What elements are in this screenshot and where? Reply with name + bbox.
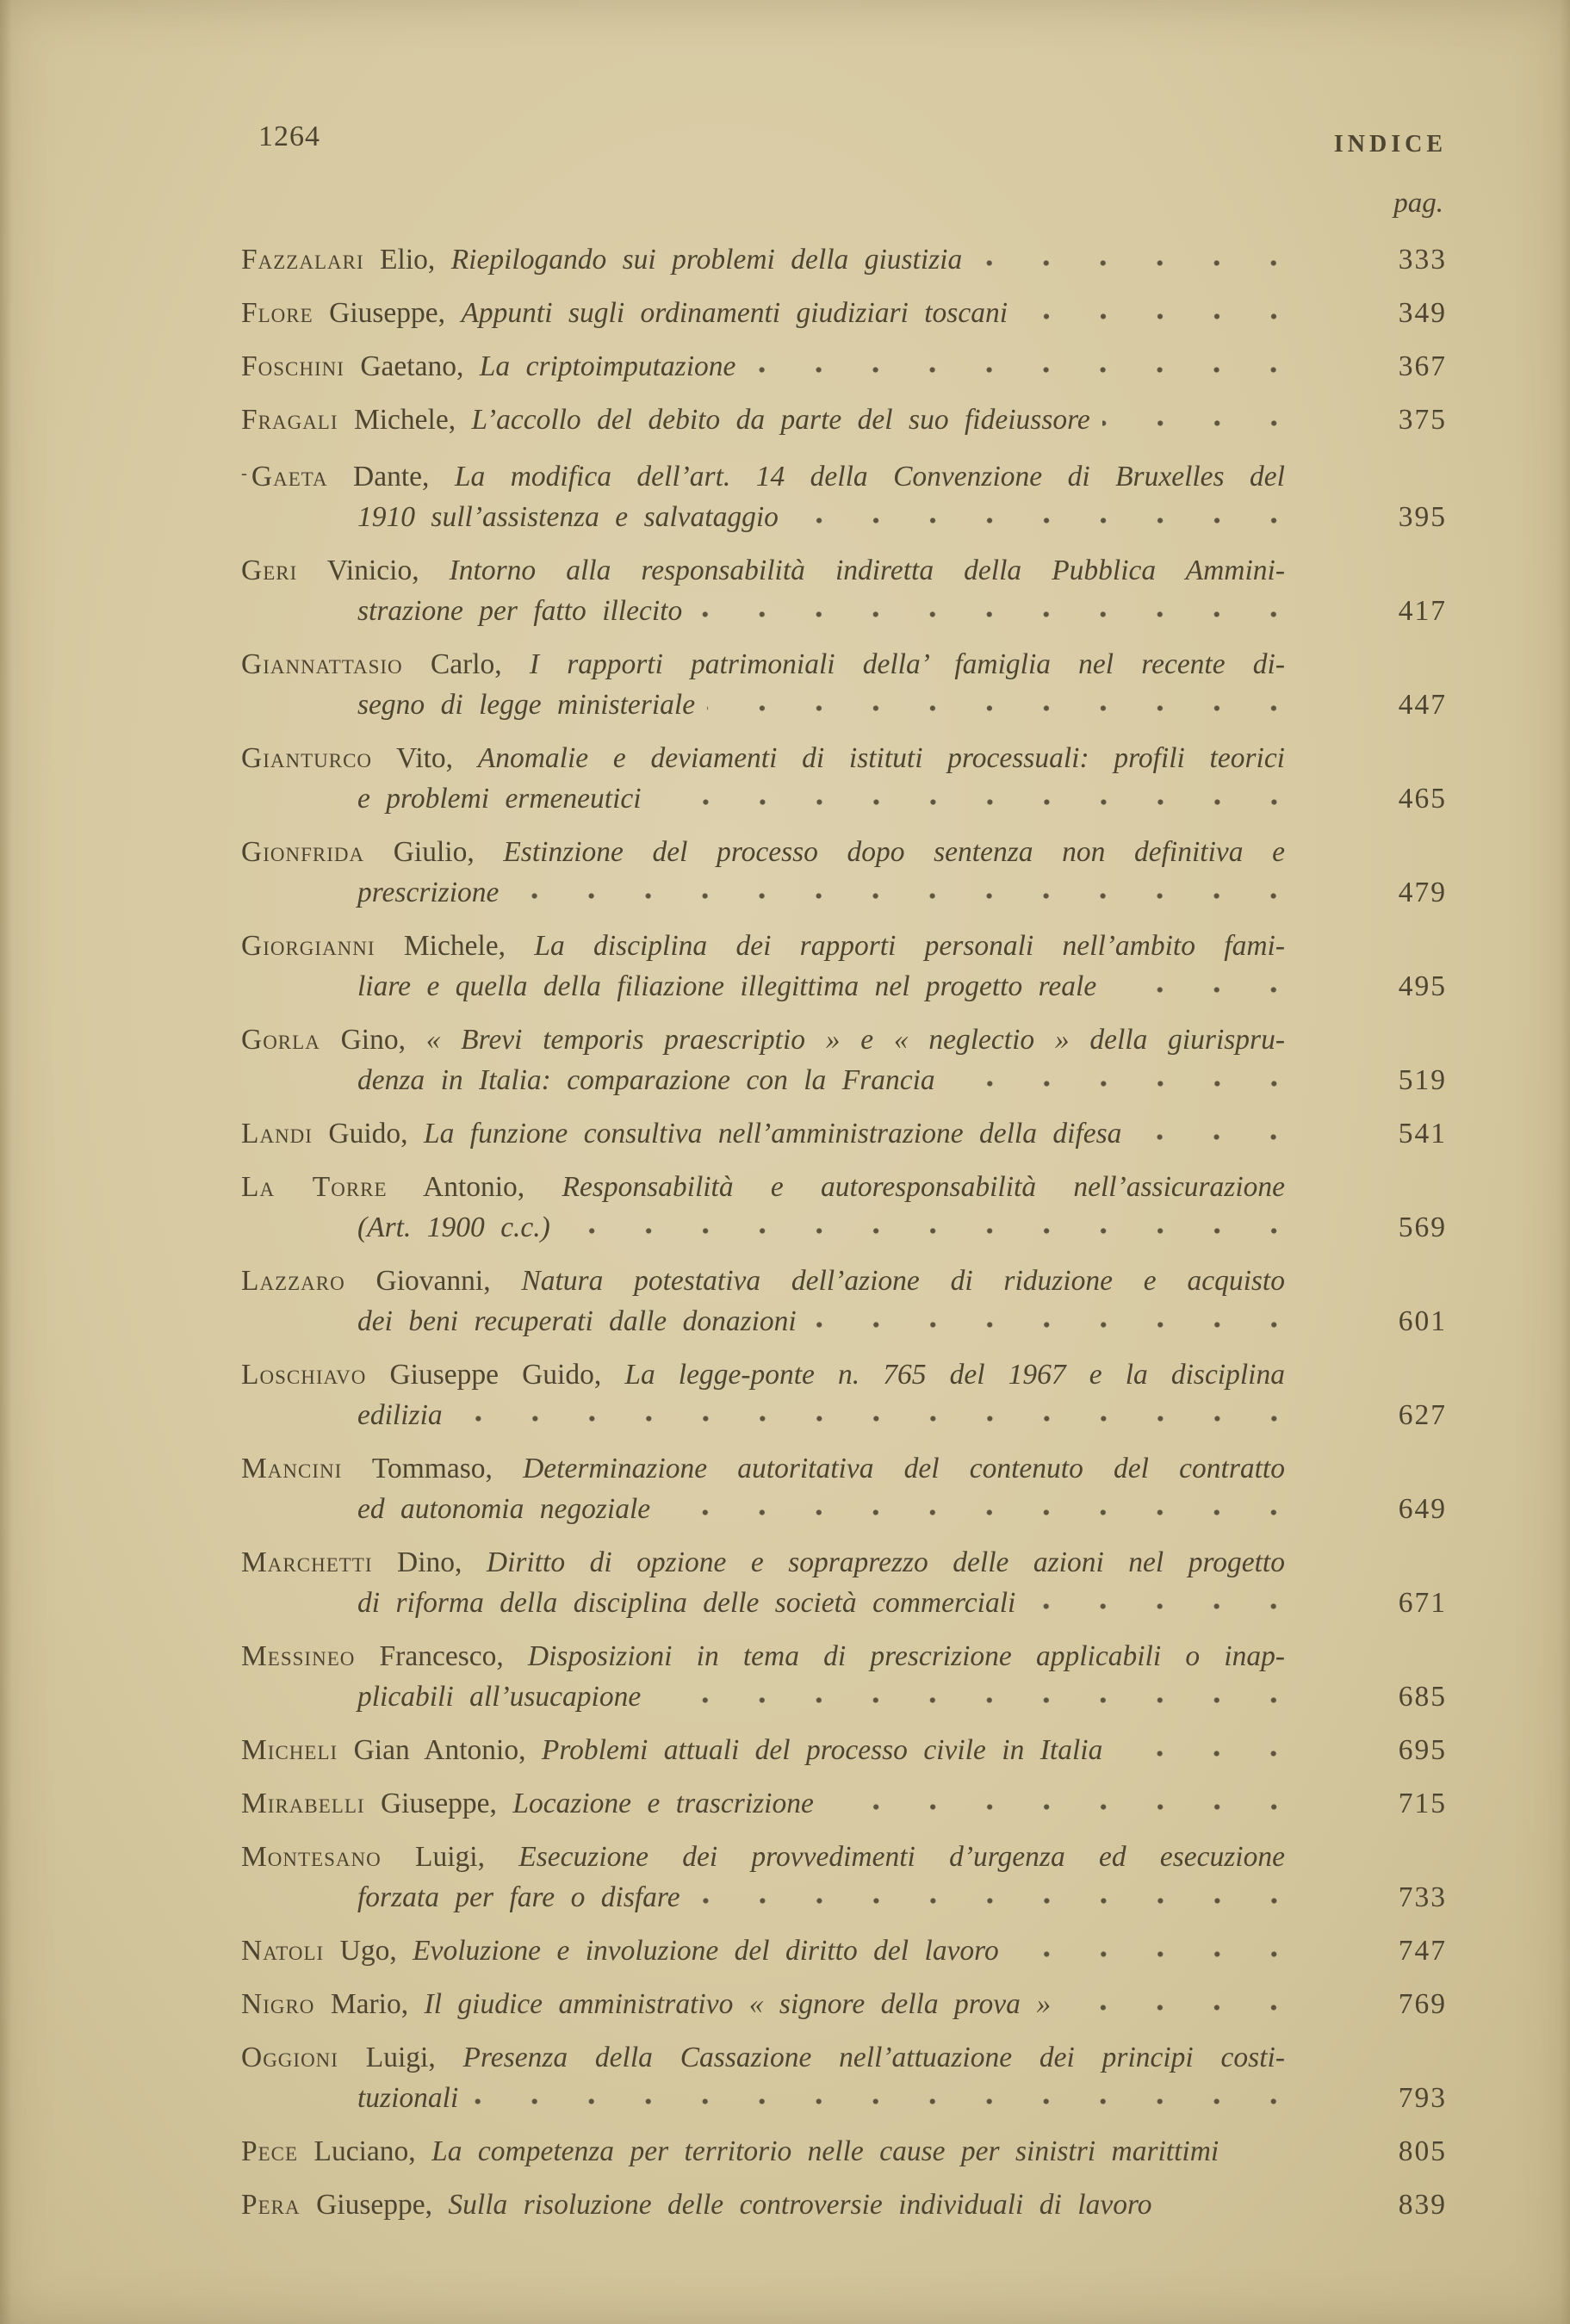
entry-author-given-name: Giuseppe, — [380, 1788, 497, 1819]
entry-author-given-name: Ugo, — [339, 1935, 397, 1967]
entry-page-number: 793 — [1398, 2082, 1447, 2114]
entry-line-2 — [241, 1583, 1447, 1623]
index-entry — [241, 1354, 1447, 1435]
entry-author-given-name: Vinicio, — [326, 555, 419, 586]
entry-author-given-name: Luigi, — [365, 2042, 436, 2073]
entry-text — [241, 1783, 814, 1824]
entry-text — [241, 2131, 1219, 2172]
entry-text — [241, 1265, 1285, 1297]
entry-title-line-1: Sulla risoluzione delle controversie individuali di lavoro — [448, 2189, 1152, 2221]
index-entry — [241, 1167, 1447, 1248]
entry-line-2 — [241, 1301, 1447, 1342]
entry-title-line-1: Presenza della Cassazione nell’attuazione dei principi costi- — [462, 2042, 1285, 2073]
index-entry-list — [241, 239, 1447, 2238]
entry-text — [357, 685, 695, 725]
dot-leader — [455, 1398, 1302, 1424]
dot-leader — [791, 500, 1302, 526]
entry-line-1 — [241, 550, 1285, 591]
entry-title-line-2: prescrizione — [357, 877, 500, 908]
entry-author-surname: Foschini — [241, 350, 344, 382]
entry-page-number: 715 — [1398, 1788, 1447, 1819]
entry-line-1 — [241, 2131, 1447, 2172]
entry-title-line-1: La disciplina dei rapporti personali nell’ambito fami- — [534, 930, 1285, 962]
entry-author-given-name: Mario, — [330, 1988, 409, 2020]
entry-page-number: 769 — [1398, 1988, 1447, 2020]
entry-text — [357, 1207, 550, 1248]
entry-text — [241, 836, 1285, 868]
entry-text — [357, 497, 779, 537]
entry-author-given-name: Giulio, — [393, 836, 475, 868]
entry-author-given-name: Gaetano, — [360, 350, 464, 382]
entry-line-1 — [241, 1930, 1447, 1971]
entry-title-line-1: Il giudice amministrativo « signore della prova » — [424, 1988, 1052, 2020]
entry-page-number: 333 — [1398, 244, 1447, 276]
entry-text — [241, 1113, 1121, 1154]
dot-leader — [692, 1881, 1302, 1906]
entry-title-line-2: segno di legge ministeriale — [357, 689, 696, 721]
dot-leader — [1102, 403, 1302, 429]
entry-line-1 — [241, 453, 1285, 497]
index-entry — [241, 550, 1447, 631]
entry-author-surname: Natoli — [241, 1935, 325, 1967]
entry-page-number: 417 — [1398, 595, 1447, 627]
entry-text — [357, 2078, 458, 2118]
entry-author-surname: Loschiavo — [241, 1359, 367, 1391]
index-entry — [241, 1837, 1447, 1918]
entry-text — [241, 742, 1285, 774]
entry-author-surname: Landi — [241, 1118, 313, 1150]
dot-leader — [511, 876, 1302, 902]
entry-title-line-1: Problemi attuali del processo civile in Italia — [541, 1734, 1103, 1766]
entry-author-surname: Gaeta — [251, 461, 328, 493]
entry-author-given-name: Dante, — [353, 461, 430, 493]
entry-author-surname: Pera — [241, 2189, 301, 2221]
entry-author-given-name: Tommaso, — [371, 1453, 493, 1484]
entry-title-line-2: denza in Italia: comparazione con la Francia — [357, 1064, 935, 1096]
entry-text — [357, 1060, 935, 1100]
entry-title-line-1: Evoluzione e involuzione del diritto del lavoro — [413, 1935, 999, 1967]
entry-line-1 — [241, 1837, 1285, 1877]
dot-leader — [1108, 970, 1302, 995]
entry-text — [357, 1395, 443, 1435]
entry-text — [241, 400, 1090, 440]
entry-author-given-name: Michele, — [403, 930, 506, 962]
entry-page-number: 479 — [1398, 877, 1447, 908]
entry-text — [241, 1546, 1285, 1578]
entry-page-number: 447 — [1398, 689, 1447, 721]
index-entry — [241, 926, 1447, 1007]
entry-text — [241, 1640, 1285, 1672]
entry-line-1 — [241, 1167, 1285, 1207]
entry-author-surname: Messineo — [241, 1640, 356, 1672]
index-entry — [241, 644, 1447, 725]
entry-line-2 — [241, 1676, 1447, 1717]
entry-text — [357, 872, 499, 913]
entry-author-given-name: Luciano, — [313, 2135, 416, 2167]
index-entry — [241, 293, 1447, 333]
entry-author-surname: Mirabelli — [241, 1788, 365, 1819]
entry-author-given-name: Giuseppe Guido, — [389, 1359, 602, 1391]
entry-line-1 — [241, 1261, 1285, 1301]
entry-text — [241, 461, 1285, 493]
entry-page-number: 541 — [1398, 1118, 1447, 1150]
entry-title-line-1: Disposizioni in tema di prescrizione applicabili o inap- — [527, 1640, 1285, 1672]
entry-page-number: 839 — [1398, 2189, 1447, 2221]
dot-leader — [1063, 1987, 1302, 2013]
entry-title-line-1: L’accollo del debito da parte del suo fideiussore — [471, 404, 1090, 436]
dot-leader — [826, 1787, 1302, 1813]
dot-leader — [1114, 1733, 1302, 1759]
entry-line-1 — [241, 293, 1447, 333]
entry-title-line-1: La criptoimputazione — [479, 350, 736, 382]
entry-text — [241, 239, 962, 280]
entry-author-surname: Gionfrida — [241, 836, 365, 868]
entry-author-surname: Pece — [241, 2135, 299, 2167]
entry-line-2 — [241, 591, 1447, 631]
entry-line-2 — [241, 497, 1447, 537]
entry-title-line-2: di riforma della disciplina delle società commerciali — [357, 1587, 1016, 1619]
entry-title-line-2: edilizia — [357, 1399, 443, 1431]
entry-text — [241, 1841, 1285, 1873]
entry-line-1 — [241, 2037, 1285, 2078]
dot-leader — [707, 688, 1302, 714]
entry-line-1 — [241, 346, 1447, 387]
dot-leader — [974, 243, 1302, 269]
dot-leader — [947, 1063, 1302, 1089]
entry-title-line-1: Estinzione del processo dopo sentenza non definitiva e — [503, 836, 1285, 868]
entry-title-line-1: I rapporti patrimoniali della’ famiglia nel recente di- — [529, 648, 1285, 680]
index-entry — [241, 1448, 1447, 1529]
entry-author-surname: Fragali — [241, 404, 338, 436]
entry-text — [241, 1730, 1102, 1770]
dot-leader — [654, 782, 1302, 808]
entry-text — [241, 930, 1285, 962]
entry-author-surname: Marchetti — [241, 1546, 373, 1578]
entry-author-given-name: Francesco, — [379, 1640, 504, 1672]
dot-leader — [694, 594, 1302, 620]
entry-line-2 — [241, 1395, 1447, 1435]
entry-title-line-1: Appunti sugli ordinamenti giudiziari toscani — [461, 297, 1008, 329]
page-column-label: pag. — [1393, 188, 1443, 219]
index-entry — [241, 1984, 1447, 2024]
index-entry — [241, 738, 1447, 819]
entry-text — [241, 2185, 1151, 2225]
entry-author-given-name: Vito, — [396, 742, 454, 774]
entry-title-line-2: strazione per fatto illecito — [357, 595, 683, 627]
dot-leader — [470, 2081, 1302, 2107]
entry-line-1 — [241, 400, 1447, 440]
margin-mark: - — [241, 463, 247, 483]
entry-author-given-name: Elio, — [380, 244, 436, 276]
entry-line-1 — [241, 1783, 1447, 1824]
entry-title-line-1: « Brevi temporis praescriptio » e « neglectio » della giurispru- — [425, 1024, 1285, 1056]
entry-text — [357, 591, 682, 631]
entry-author-surname: Nigro — [241, 1988, 315, 2020]
entry-title-line-2: tuzionali — [357, 2082, 459, 2114]
index-entry — [241, 2185, 1447, 2225]
entry-line-1 — [241, 1730, 1447, 1770]
entry-author-surname: Gianturco — [241, 742, 373, 774]
entry-author-surname: Giannattasio — [241, 648, 403, 680]
entry-author-surname: Montesano — [241, 1841, 382, 1873]
entry-author-given-name: Gino, — [340, 1024, 406, 1056]
entry-author-given-name: Gian Antonio, — [353, 1734, 526, 1766]
entry-author-surname: Micheli — [241, 1734, 338, 1766]
index-entry — [241, 1019, 1447, 1100]
index-entry — [241, 832, 1447, 913]
index-entry — [241, 346, 1447, 387]
entry-line-2 — [241, 966, 1447, 1007]
entry-text — [357, 1877, 680, 1918]
entry-author-surname: Lazzaro — [241, 1265, 345, 1297]
dot-leader — [562, 1211, 1302, 1236]
dot-leader — [662, 1492, 1302, 1518]
entry-page-number: 685 — [1398, 1681, 1447, 1713]
entry-author-surname: Flore — [241, 297, 313, 329]
entry-text — [241, 555, 1285, 586]
entry-line-2 — [241, 685, 1447, 725]
entry-author-given-name: Giuseppe, — [316, 2189, 432, 2221]
index-entry — [241, 2037, 1447, 2118]
entry-page-number: 395 — [1398, 501, 1447, 533]
entry-page-number: 671 — [1398, 1587, 1447, 1619]
entry-page-number: 733 — [1398, 1881, 1447, 1913]
entry-author-given-name: Dino, — [397, 1546, 462, 1578]
entry-page-number: 519 — [1398, 1064, 1447, 1096]
entry-title-line-2: forzata per fare o disfare — [357, 1881, 680, 1913]
entry-line-1 — [241, 1448, 1285, 1489]
index-entry — [241, 1261, 1447, 1342]
entry-line-1 — [241, 1636, 1285, 1676]
entry-text — [241, 293, 1008, 333]
entry-text — [241, 2042, 1285, 2073]
entry-line-1 — [241, 2185, 1447, 2225]
entry-line-1 — [241, 738, 1285, 778]
entry-page-number: 367 — [1398, 350, 1447, 382]
entry-text — [241, 1171, 1285, 1203]
entry-text — [241, 1453, 1285, 1484]
running-header: INDICE — [1333, 131, 1447, 158]
entry-text — [357, 778, 642, 819]
dot-leader — [809, 1305, 1302, 1330]
entry-author-given-name: Luigi, — [415, 1841, 485, 1873]
index-entry — [241, 1783, 1447, 1824]
entry-text — [357, 966, 1096, 1007]
entry-author-surname: Oggioni — [241, 2042, 338, 2073]
dot-leader — [1011, 1934, 1302, 1960]
entry-line-2 — [241, 1877, 1447, 1918]
index-entry — [241, 2131, 1447, 2172]
entry-text — [357, 1583, 1015, 1623]
entry-title-line-1: Anomalie e deviamenti di istituti processuali: profili teorici — [477, 742, 1285, 774]
entry-title-line-1: Intorno alla responsabilità indiretta della Pubblica Ammini- — [449, 555, 1285, 586]
entry-title-line-1: Determinazione autoritativa del contenuto del contratto — [523, 1453, 1285, 1484]
entry-title-line-2: plicabili all’usucapione — [357, 1681, 642, 1713]
entry-page-number: 601 — [1398, 1305, 1447, 1337]
entry-title-line-2: 1910 sull’assistenza e salvataggio — [357, 501, 779, 533]
dot-leader — [1133, 1117, 1302, 1143]
entry-page-number: 375 — [1398, 404, 1447, 436]
entry-title-line-1: Riepilogando sui problemi della giustizia — [450, 244, 963, 276]
entry-author-surname: Fazzalari — [241, 244, 364, 276]
entry-title-line-2: e problemi ermeneutici — [357, 783, 642, 815]
entry-line-1 — [241, 239, 1447, 280]
entry-author-given-name: Antonio, — [423, 1171, 525, 1203]
entry-line-2 — [241, 1207, 1447, 1248]
entry-page-number: 747 — [1398, 1935, 1447, 1967]
dot-leader — [1231, 2135, 1302, 2160]
entry-title-line-1: La modifica dell’art. 14 della Convenzione di Bruxelles del — [454, 461, 1285, 493]
dot-leader — [1020, 296, 1302, 322]
entry-page-number: 349 — [1398, 297, 1447, 329]
entry-author-given-name: Guido, — [328, 1118, 408, 1150]
entry-title-line-2: (Art. 1900 c.c.) — [357, 1212, 550, 1243]
entry-title-line-2: ed autonomia negoziale — [357, 1493, 651, 1525]
entry-text — [241, 648, 1285, 680]
index-entry — [241, 453, 1447, 537]
index-entry — [241, 1930, 1447, 1971]
index-entry — [241, 239, 1447, 280]
entry-page-number: 465 — [1398, 783, 1447, 815]
dot-leader — [1027, 1586, 1302, 1612]
entry-line-2 — [241, 872, 1447, 913]
index-entry — [241, 1730, 1447, 1770]
entry-text — [241, 346, 735, 387]
entry-line-1 — [241, 1542, 1285, 1583]
entry-title-line-1: Natura potestativa dell’azione di riduzione e acquisto — [521, 1265, 1285, 1297]
entry-line-2 — [241, 1489, 1447, 1529]
entry-title-line-1: La legge-ponte n. 765 del 1967 e la disciplina — [624, 1359, 1285, 1391]
entry-text — [241, 1024, 1285, 1056]
page-folio-number: 1264 — [258, 121, 320, 152]
entry-author-surname: Mancini — [241, 1453, 343, 1484]
entry-line-1 — [241, 832, 1285, 872]
entry-line-1 — [241, 926, 1285, 966]
entry-line-1 — [241, 1019, 1285, 1060]
entry-page-number: 649 — [1398, 1493, 1447, 1525]
index-entry — [241, 1636, 1447, 1717]
entry-page-number: 695 — [1398, 1734, 1447, 1766]
entry-author-given-name: Michele, — [353, 404, 456, 436]
index-entry — [241, 1542, 1447, 1623]
entry-line-1 — [241, 1984, 1447, 2024]
entry-title-line-1: Responsabilità e autoresponsabilità nell’assicurazione — [562, 1171, 1285, 1203]
entry-title-line-1: La competenza per territorio nelle cause per sinistri marittimi — [431, 2135, 1219, 2167]
entry-title-line-1: Locazione e trascrizione — [512, 1788, 814, 1819]
entry-author-surname: Geri — [241, 555, 298, 586]
entry-title-line-2: dei beni recuperati dalle donazioni — [357, 1305, 797, 1337]
entry-title-line-1: La funzione consultiva nell’amministrazione della difesa — [423, 1118, 1122, 1150]
entry-page-number: 805 — [1398, 2135, 1447, 2167]
dot-leader — [1164, 2188, 1302, 2214]
entry-title-line-2: liare e quella della filiazione illegittima nel progetto reale — [357, 970, 1097, 1002]
entry-title-line-1: Diritto di opzione e sopraprezzo delle azioni nel progetto — [486, 1546, 1285, 1578]
entry-author-given-name: Giuseppe, — [329, 297, 446, 329]
entry-page-number: 495 — [1398, 970, 1447, 1002]
index-entry — [241, 400, 1447, 440]
entry-title-line-1: Esecuzione dei provvedimenti d’urgenza ed esecuzione — [518, 1841, 1285, 1873]
entry-page-number: 627 — [1398, 1399, 1447, 1431]
entry-text — [357, 1489, 650, 1529]
entry-line-1 — [241, 1113, 1447, 1154]
entry-author-surname: Gorla — [241, 1024, 320, 1056]
entry-text — [241, 1359, 1285, 1391]
entry-author-surname: Giorgianni — [241, 930, 375, 962]
entry-author-given-name: Giovanni, — [375, 1265, 491, 1297]
entry-text — [241, 1930, 999, 1971]
entry-author-surname: La Torre — [241, 1171, 388, 1203]
entry-line-1 — [241, 1354, 1285, 1395]
dot-leader — [748, 350, 1302, 375]
dot-leader — [653, 1680, 1302, 1706]
entry-line-2 — [241, 1060, 1447, 1100]
entry-text — [357, 1676, 641, 1717]
entry-line-1 — [241, 644, 1285, 685]
entry-line-2 — [241, 778, 1447, 819]
entry-line-2 — [241, 2078, 1447, 2118]
entry-text — [241, 1984, 1051, 2024]
index-entry — [241, 1113, 1447, 1154]
entry-text — [357, 1301, 797, 1342]
entry-page-number: 569 — [1398, 1212, 1447, 1243]
entry-author-given-name: Carlo, — [430, 648, 502, 680]
